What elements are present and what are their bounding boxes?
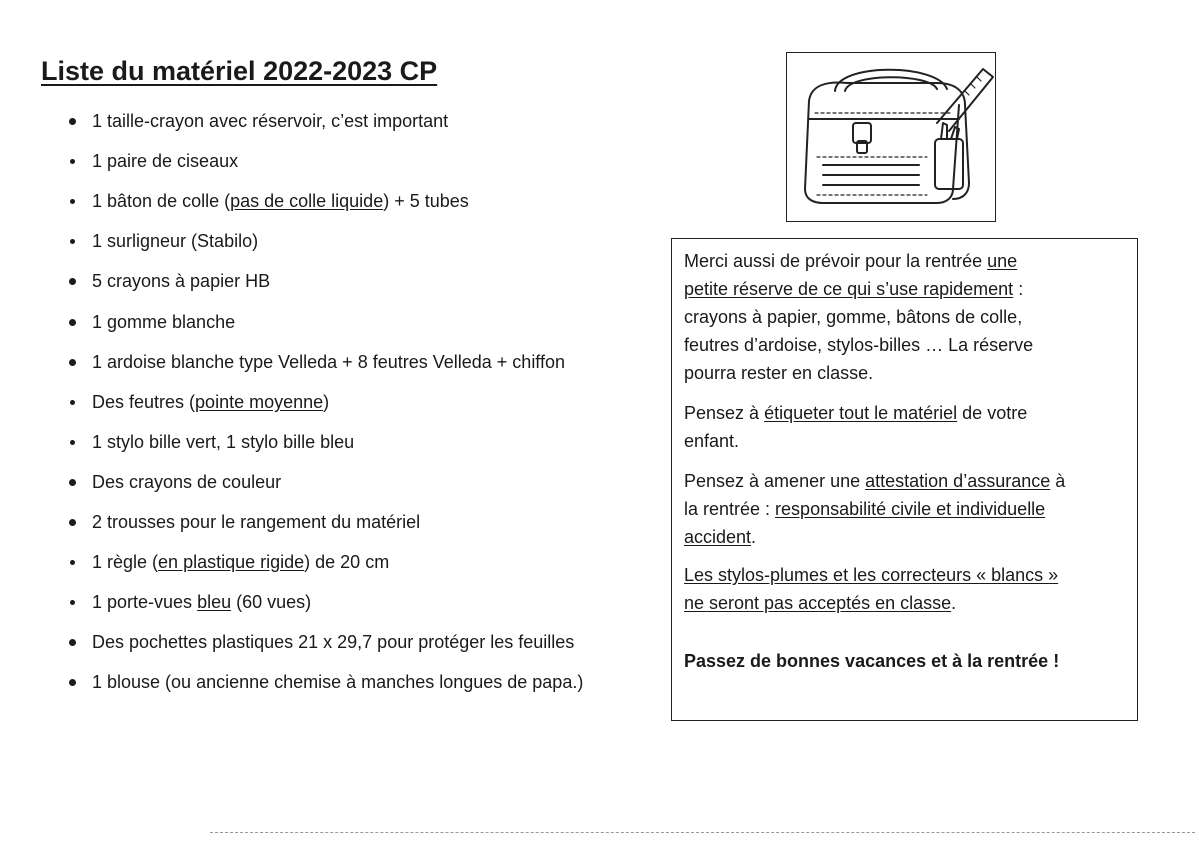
bullet-icon [69,118,76,125]
list-item [92,431,354,453]
item-text: Des pochettes plastiques 21 x 29,7 pour protéger les feuilles [92,632,575,652]
list-item [92,351,565,373]
reminder-text: pourra rester en classe. [684,363,874,383]
item-text: 1 porte-vues [92,592,198,612]
reminder-paragraph [684,399,1129,455]
list-item [92,471,281,493]
list-item [92,270,270,292]
reminder-box [671,238,1138,721]
reminder-text: Pensez à amener une [684,471,866,491]
list-item [92,150,238,172]
item-text: ) de 20 cm [304,552,390,572]
reminder-text: à [1050,471,1066,491]
reminder-text: . [951,593,957,613]
bullet-icon [69,679,76,686]
list-item [92,551,389,573]
bullet-icon [70,239,75,244]
reminder-text: enfant. [684,431,740,451]
underlined-text: pointe moyenne [195,392,324,412]
item-text: 1 règle ( [92,552,159,572]
item-text: 1 gomme blanche [92,312,236,332]
list-item [92,230,258,252]
school-bag-illustration [786,52,996,222]
underlined-text: accident [684,527,752,547]
underlined-text: bleu [197,592,232,612]
bullet-icon [69,319,76,326]
school-bag-icon [787,53,994,220]
item-text: 1 surligneur (Stabilo) [92,231,259,251]
item-text: 5 crayons à papier HB [92,271,271,291]
item-text: ) + 5 tubes [383,191,469,211]
bullet-icon [70,159,75,164]
bullet-icon [70,560,75,565]
underlined-text: ne seront pas acceptés en classe [684,593,952,613]
list-item [92,110,448,132]
bullet-icon [69,639,76,646]
list-item [92,591,311,613]
bullet-icon [69,359,76,366]
bullet-icon [70,600,75,605]
bullet-icon [70,199,75,204]
item-text: 1 taille-crayon avec réservoir, c’est important [92,111,449,131]
reminder-text: la rentrée : [684,499,776,519]
reminder-text: Merci aussi de prévoir pour la rentrée [684,251,988,271]
underlined-text: responsabilité civile et individuelle [775,499,1046,519]
reminder-text: de votre [957,403,1028,423]
item-text: 1 bâton de colle ( [92,191,231,211]
item-text: Des crayons de couleur [92,472,282,492]
item-text: ) [323,392,330,412]
item-text: Des feutres ( [92,392,196,412]
divider [210,832,1195,833]
item-text: 1 ardoise blanche type Velleda + 8 feutres Velleda + chiffon [92,352,566,372]
underlined-text: petite réserve de ce qui s’use rapidement [684,279,1014,299]
bullet-icon [69,519,76,526]
item-text: 1 blouse (ou ancienne chemise à manches longues de papa.) [92,672,584,692]
reminder-paragraph [684,561,1129,617]
reminder-text: crayons à papier, gomme, bâtons de colle, [684,307,1023,327]
reminder-text: Pensez à [684,403,765,423]
reminder-text: . [751,527,757,547]
underlined-text: pas de colle liquide [230,191,384,211]
page-title: Liste du matériel 2022-2023 CP [41,56,438,86]
list-item [92,190,469,212]
item-text: (60 vues) [231,592,312,612]
underlined-text: étiqueter tout le matériel [764,403,958,423]
bullet-icon [69,479,76,486]
item-text: 2 trousses pour le rangement du matériel [92,512,421,532]
underlined-text: une [987,251,1018,271]
bullet-icon [70,400,75,405]
list-item [92,511,420,533]
reminder-paragraph [684,467,1129,551]
list-item [92,671,583,693]
reminder-text: feutres d’ardoise, stylos-billes … La réserve [684,335,1034,355]
reminder-paragraph [684,647,1129,675]
bullet-icon [70,440,75,445]
reminder-text: Passez de bonnes vacances et à la rentrée ! [684,651,1060,671]
underlined-text: attestation d’assurance [865,471,1051,491]
list-item [92,311,235,333]
list-item [92,631,574,653]
item-text: 1 stylo bille vert, 1 stylo bille bleu [92,432,355,452]
item-text: 1 paire de ciseaux [92,151,239,171]
reminder-paragraph [684,247,1129,387]
underlined-text: Les stylos-plumes et les correcteurs « blancs » [684,565,1059,585]
bullet-icon [69,278,76,285]
underlined-text: en plastique rigide [158,552,305,572]
reminder-text: : [1013,279,1024,299]
list-item [92,391,329,413]
